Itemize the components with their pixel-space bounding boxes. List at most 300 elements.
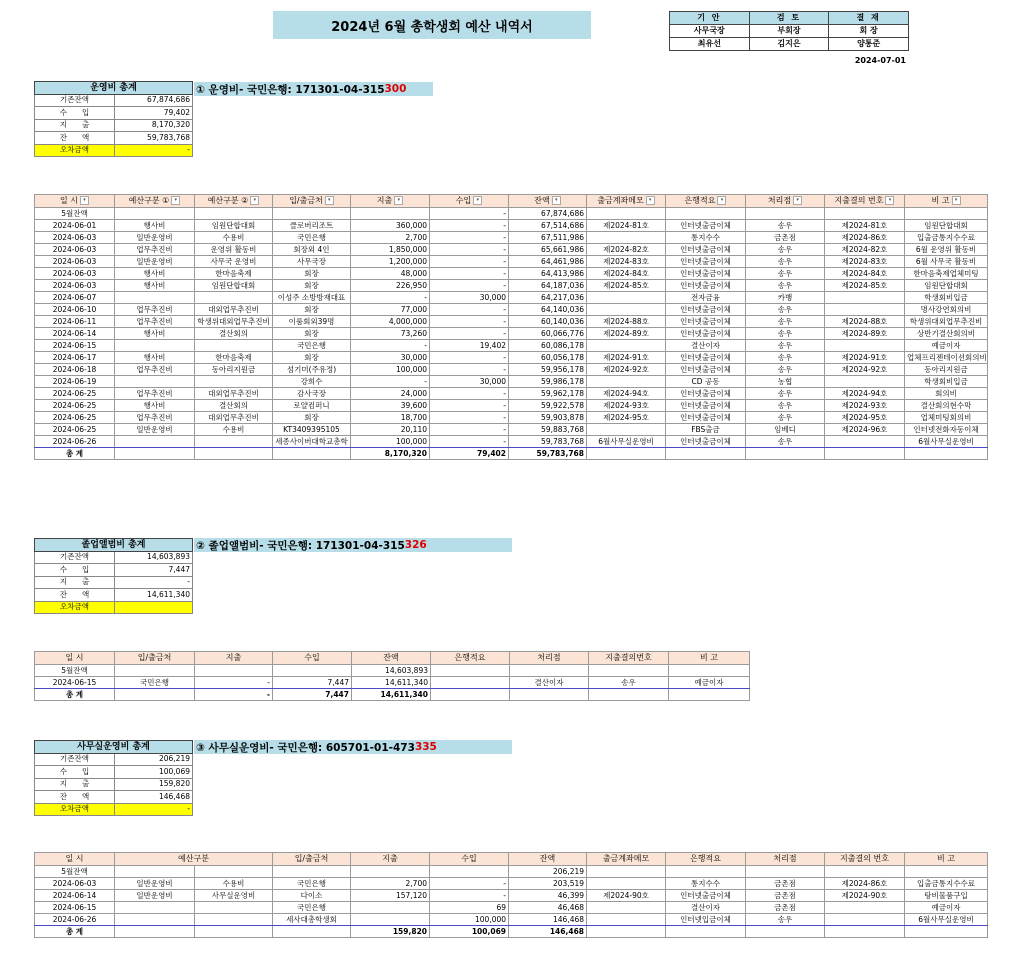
table-cell: 다이소 [273, 890, 351, 902]
filter-dropdown-icon[interactable]: ▾ [250, 196, 259, 205]
table-cell: 2024-06-03 [35, 268, 115, 280]
table-cell: 46,399 [509, 890, 587, 902]
approval-role: 부회장 [749, 25, 829, 38]
table-cell: 5월잔액 [35, 866, 115, 878]
table-cell: 행사비 [115, 328, 195, 340]
table-cell: 인터넷출금이체 [666, 316, 746, 328]
table-cell: - [430, 388, 509, 400]
table-cell: 64,217,036 [509, 292, 587, 304]
summary-label: 지 출 [35, 778, 115, 791]
column-header-label: 잔액 [534, 196, 550, 205]
table-cell: 제2024-94호 [587, 388, 666, 400]
table-cell: 회장 [273, 304, 351, 316]
column-header[interactable] [509, 853, 587, 866]
summary-row [35, 107, 193, 120]
table-cell: 2024-06-03 [35, 280, 115, 292]
column-header[interactable] [115, 195, 195, 208]
table-cell: 59,956,178 [509, 364, 587, 376]
column-header-label: 예산구분 ① [128, 196, 170, 205]
table-cell: 업무추진비 [115, 244, 195, 256]
approval-header-approve: 결 재 [829, 12, 909, 25]
table-cell: 100,000 [351, 364, 430, 376]
filter-dropdown-icon[interactable]: ▾ [952, 196, 961, 205]
table-cell: - [430, 256, 509, 268]
table-cell: 행사비 [115, 400, 195, 412]
table-cell: 73,260 [351, 328, 430, 340]
table-cell: 농협 [746, 376, 825, 388]
table-cell [905, 208, 988, 220]
table-row [35, 677, 750, 689]
column-header-label: 예산구분 ② [207, 196, 249, 205]
summary-row [35, 753, 193, 766]
table-cell: 1,850,000 [351, 244, 430, 256]
table-cell [589, 665, 669, 677]
table-row [35, 244, 988, 256]
column-header[interactable] [666, 853, 746, 866]
column-header-label: 수입 [461, 854, 477, 863]
table-cell: 카뱅 [746, 292, 825, 304]
column-header[interactable] [35, 195, 115, 208]
table-cell: - [351, 292, 430, 304]
account-prefix: ② 졸업앨범비- 국민은행: 171301-04-315 [196, 539, 405, 552]
table-cell [825, 926, 905, 938]
column-header-label: 은행적요 [690, 854, 721, 863]
table-cell: 19,402 [430, 340, 509, 352]
table-cell: 임베디 [746, 424, 825, 436]
table-cell: 2024-06-14 [35, 328, 115, 340]
column-header[interactable] [35, 652, 115, 665]
table-cell: 6월사무실운영비 [905, 436, 988, 448]
table-cell: 64,140,036 [509, 304, 587, 316]
column-header[interactable] [35, 853, 115, 866]
table-cell: 탕비물품구입 [905, 890, 988, 902]
table-cell: - [430, 232, 509, 244]
column-header[interactable] [273, 195, 351, 208]
table-cell: 클로버리조트 [273, 220, 351, 232]
filter-dropdown-icon[interactable]: ▾ [80, 196, 89, 205]
table-cell: 송우 [746, 304, 825, 316]
table-cell: 64,413,986 [509, 268, 587, 280]
summary-row [35, 589, 193, 602]
column-header-label: 비 고 [937, 854, 956, 863]
table-row [35, 376, 988, 388]
table-cell: 예금이자 [905, 902, 988, 914]
column-header[interactable] [587, 195, 666, 208]
summary-row [35, 778, 193, 791]
table-row [35, 256, 988, 268]
table-cell: 64,187,036 [509, 280, 587, 292]
table-row [35, 328, 988, 340]
office-account-label [194, 740, 512, 754]
table-cell: 60,086,178 [509, 340, 587, 352]
table-cell: 결산회의현수막 [905, 400, 988, 412]
table-cell [351, 208, 430, 220]
column-header[interactable] [115, 652, 195, 665]
table-cell: 14,611,340 [352, 677, 431, 689]
column-header-label: 지출결의 번호 [834, 196, 884, 205]
summary-value: 159,820 [115, 778, 193, 791]
table-cell: 67,514,686 [509, 220, 587, 232]
table-cell: 77,000 [351, 304, 430, 316]
table-cell: 로얄컴퍼니 [273, 400, 351, 412]
summary-row [35, 601, 193, 614]
table-cell: 업무추진비 [115, 304, 195, 316]
summary-value: 7,447 [115, 564, 193, 577]
table-cell: 행사비 [115, 280, 195, 292]
summary-label: 오차금액 [35, 601, 115, 614]
summary-label: 수 입 [35, 564, 115, 577]
column-header[interactable] [195, 652, 273, 665]
column-header[interactable] [115, 853, 273, 866]
table-cell: 제2024-84호 [587, 268, 666, 280]
column-header-label: 일 시 [65, 653, 84, 662]
total-row [35, 448, 988, 460]
column-header[interactable] [430, 853, 509, 866]
table-cell: 이성주 소방방재대표 [273, 292, 351, 304]
table-cell: 국민은행 [273, 878, 351, 890]
table-cell: 결산이자 [510, 677, 589, 689]
table-cell [431, 689, 510, 701]
table-cell: - [430, 316, 509, 328]
table-cell [195, 926, 273, 938]
table-cell: 회의비 [905, 388, 988, 400]
table-cell: 한마음축제 [195, 268, 273, 280]
table-cell: - [430, 364, 509, 376]
column-header[interactable] [905, 853, 988, 866]
table-cell: - [430, 878, 509, 890]
table-cell: 7,447 [273, 677, 352, 689]
table-cell: 학생위대외업무추진비 [905, 316, 988, 328]
summary-label: 잔 액 [35, 132, 115, 145]
table-cell: 64,461,986 [509, 256, 587, 268]
table-cell [825, 448, 905, 460]
table-cell: 총 계 [35, 689, 115, 701]
table-cell: 일반운영비 [115, 232, 195, 244]
table-cell [587, 292, 666, 304]
column-header-label: 처리점 [537, 653, 561, 662]
table-cell: 인터넷출금이체 [666, 436, 746, 448]
table-cell: 인터넷출금이체 [666, 280, 746, 292]
table-cell: 송우 [746, 412, 825, 424]
table-cell [273, 208, 351, 220]
table-cell: 대외업무추진비 [195, 412, 273, 424]
column-header-label: 지출결의번호 [605, 653, 652, 662]
table-cell: 제2024-91호 [587, 352, 666, 364]
table-cell: - [430, 424, 509, 436]
table-cell: 인터넷출금이체 [666, 220, 746, 232]
table-cell: 회장 [273, 268, 351, 280]
table-cell: 69 [430, 902, 509, 914]
table-cell: 65,661,986 [509, 244, 587, 256]
table-cell: 강희수 [273, 376, 351, 388]
table-cell: 인터넷출금이체 [666, 890, 746, 902]
column-header[interactable] [589, 652, 669, 665]
column-header[interactable] [510, 652, 589, 665]
column-header[interactable] [273, 652, 352, 665]
column-header[interactable] [666, 195, 746, 208]
table-row [35, 340, 988, 352]
table-cell: 79,402 [430, 448, 509, 460]
table-cell [825, 292, 905, 304]
summary-value: - [115, 144, 193, 157]
column-header[interactable] [746, 853, 825, 866]
column-header[interactable] [351, 195, 430, 208]
table-cell: 제2024-91호 [825, 352, 905, 364]
column-header-label: 수입 [304, 653, 320, 662]
column-header[interactable] [509, 195, 587, 208]
column-header-label: 잔액 [383, 653, 399, 662]
summary-value: - [115, 576, 193, 589]
table-cell [510, 689, 589, 701]
table-cell: 제2024-93호 [825, 400, 905, 412]
summary-label: 지 출 [35, 119, 115, 132]
table-cell [273, 448, 351, 460]
summary-row [35, 132, 193, 145]
table-cell: 2024-06-11 [35, 316, 115, 328]
table-cell: 2024-06-14 [35, 890, 115, 902]
table-cell: 동아리지원금 [195, 364, 273, 376]
summary-label: 잔 액 [35, 589, 115, 602]
table-cell: 제2024-85호 [825, 280, 905, 292]
column-header-label: 지출 [225, 653, 242, 662]
column-header-label: 입/출금처 [294, 854, 329, 863]
column-header[interactable] [746, 195, 825, 208]
table-cell: 총 계 [35, 448, 115, 460]
table-cell: 동아리지원금 [905, 364, 988, 376]
column-header[interactable] [431, 652, 510, 665]
column-header[interactable] [430, 195, 509, 208]
table-cell: 감사국장 [273, 388, 351, 400]
table-cell [115, 689, 195, 701]
table-cell: FBS출금 [666, 424, 746, 436]
filter-dropdown-icon[interactable]: ▾ [717, 196, 726, 205]
column-header[interactable] [669, 652, 750, 665]
column-header-label: 입/출금처 [289, 196, 323, 205]
table-cell: 2024-06-15 [35, 902, 115, 914]
table-cell: - [195, 677, 273, 689]
table-cell: - [430, 328, 509, 340]
column-header[interactable] [273, 853, 351, 866]
table-cell: - [430, 280, 509, 292]
column-header-label: 입/출금처 [137, 653, 172, 662]
table-cell: 제2024-89호 [587, 328, 666, 340]
table-cell [273, 866, 351, 878]
table-cell: 제2024-85호 [587, 280, 666, 292]
table-cell: 60,066,776 [509, 328, 587, 340]
table-cell: 100,000 [430, 914, 509, 926]
table-cell: 송우 [746, 914, 825, 926]
column-header-label: 처리점 [773, 854, 797, 863]
table-row [35, 902, 988, 914]
table-cell [431, 677, 510, 689]
approval-table [669, 11, 909, 51]
table-cell: 6월사무실운영비 [905, 914, 988, 926]
table-cell: 일반운영비 [115, 890, 195, 902]
table-cell [587, 340, 666, 352]
column-header[interactable] [587, 853, 666, 866]
table-cell [351, 866, 430, 878]
table-cell: 2024-06-15 [35, 677, 115, 689]
table-cell: 일반운영비 [115, 424, 195, 436]
column-header[interactable] [825, 195, 905, 208]
table-cell: 제2024-83호 [587, 256, 666, 268]
table-cell: 세사대총학생회 [273, 914, 351, 926]
summary-row [35, 766, 193, 779]
filter-dropdown-icon[interactable]: ▾ [473, 196, 482, 205]
table-cell: 입출금통지수수료 [905, 878, 988, 890]
table-cell [587, 926, 666, 938]
table-cell: 사무실운영비 [195, 890, 273, 902]
office-ledger-table [34, 852, 988, 938]
table-cell: 임원단합대회 [905, 220, 988, 232]
column-header[interactable] [195, 195, 273, 208]
summary-label: 기존잔액 [35, 753, 115, 766]
column-header-label: 수입 [455, 196, 472, 205]
table-cell: 2024-06-26 [35, 436, 115, 448]
table-cell [115, 665, 195, 677]
table-cell [825, 376, 905, 388]
summary-title: 사무실운영비 총계 [35, 741, 193, 754]
table-cell: 2024-06-19 [35, 376, 115, 388]
table-cell: 행사비 [115, 352, 195, 364]
table-cell: 명사강연회의비 [905, 304, 988, 316]
table-cell: 결산이자 [666, 340, 746, 352]
table-cell: 1,200,000 [351, 256, 430, 268]
table-cell [195, 914, 273, 926]
table-cell: 4,000,000 [351, 316, 430, 328]
approval-header-row [670, 12, 909, 25]
summary-row [35, 791, 193, 804]
table-cell: 세종사이버대학교총학 [273, 436, 351, 448]
summary-label: 기존잔액 [35, 551, 115, 564]
table-cell [351, 902, 430, 914]
table-cell: 제2024-82호 [825, 244, 905, 256]
table-cell: 8,170,320 [351, 448, 430, 460]
table-cell: 제2024-81호 [825, 220, 905, 232]
table-cell: 30,000 [430, 292, 509, 304]
account-prefix: ③ 사무실운영비- 국민은행: 605701-01-473 [196, 741, 415, 754]
table-cell [587, 902, 666, 914]
table-row [35, 424, 988, 436]
table-cell: 제2024-90호 [825, 890, 905, 902]
filter-dropdown-icon[interactable]: ▾ [394, 196, 403, 205]
filter-dropdown-icon[interactable]: ▾ [552, 196, 561, 205]
table-cell: 학생회비입금 [905, 292, 988, 304]
table-cell [587, 878, 666, 890]
table-cell: 6월사무실운영비 [587, 436, 666, 448]
column-header-label: 출금계좌메모 [597, 196, 644, 205]
table-cell: 59,883,768 [509, 424, 587, 436]
table-cell: 업무추진비 [115, 412, 195, 424]
table-cell: 금촌점 [746, 902, 825, 914]
filter-dropdown-icon[interactable]: ▾ [793, 196, 802, 205]
table-cell: 통지수수 [666, 232, 746, 244]
column-header[interactable] [351, 853, 430, 866]
table-cell: - [430, 244, 509, 256]
table-cell: 59,962,178 [509, 388, 587, 400]
table-cell: 회장 [273, 412, 351, 424]
column-header-label: 일 시 [60, 196, 78, 205]
table-cell [195, 448, 273, 460]
table-cell: - [430, 400, 509, 412]
column-header[interactable] [905, 195, 988, 208]
table-cell: - [351, 340, 430, 352]
table-cell [115, 914, 195, 926]
summary-row [35, 551, 193, 564]
table-cell: 360,000 [351, 220, 430, 232]
filter-dropdown-icon[interactable]: ▾ [646, 196, 655, 205]
table-cell: 제2024-88호 [825, 316, 905, 328]
table-cell: 국민은행 [273, 232, 351, 244]
table-cell: 인터넷출금이체 [666, 328, 746, 340]
table-cell: 제2024-95호 [587, 412, 666, 424]
table-cell: 인터넷출금이체 [666, 304, 746, 316]
table-cell [746, 926, 825, 938]
table-cell: 59,922,578 [509, 400, 587, 412]
table-cell: 2024-06-03 [35, 878, 115, 890]
summary-value: 59,783,768 [115, 132, 193, 145]
table-cell: 2024-06-07 [35, 292, 115, 304]
column-header[interactable] [352, 652, 431, 665]
table-cell: 행사비 [115, 220, 195, 232]
table-cell [825, 340, 905, 352]
table-cell [589, 689, 669, 701]
approval-role: 회 장 [829, 25, 909, 38]
column-header-label: 잔액 [539, 854, 556, 863]
table-cell: 인터넷출금이체 [666, 244, 746, 256]
table-cell: 사무국 운영비 [195, 256, 273, 268]
filter-dropdown-icon[interactable]: ▾ [885, 196, 894, 205]
table-cell: 임원단합대회 [905, 280, 988, 292]
table-cell: 14,603,893 [352, 665, 431, 677]
column-header-label: 지출결의 번호 [840, 854, 889, 863]
column-header-label: 지출 [382, 854, 398, 863]
table-cell: 업체프리젠테이션회의비 [905, 352, 988, 364]
summary-value: 67,874,686 [115, 94, 193, 107]
table-cell: - [351, 376, 430, 388]
column-header-label: 처리점 [767, 196, 792, 205]
table-cell: 18,700 [351, 412, 430, 424]
table-cell [587, 424, 666, 436]
table-cell [430, 866, 509, 878]
account-suffix: 326 [404, 539, 427, 551]
filter-dropdown-icon[interactable]: ▾ [171, 196, 180, 205]
table-cell [587, 914, 666, 926]
summary-row [35, 94, 193, 107]
table-cell: 인터넷출금이체 [666, 364, 746, 376]
column-header[interactable] [825, 853, 905, 866]
summary-row [35, 803, 193, 816]
table-row [35, 220, 988, 232]
table-cell: 146,468 [509, 914, 587, 926]
table-cell: 2024-06-17 [35, 352, 115, 364]
table-cell: 제2024-90호 [587, 890, 666, 902]
table-cell: 예금이자 [905, 340, 988, 352]
summary-title: 운영비 총계 [35, 82, 193, 95]
ledger-header-row [35, 195, 988, 208]
filter-dropdown-icon[interactable]: ▾ [325, 196, 334, 205]
table-cell [195, 292, 273, 304]
table-cell: 5월잔액 [35, 665, 115, 677]
summary-row [35, 144, 193, 157]
table-cell [666, 926, 746, 938]
table-row [35, 352, 988, 364]
table-cell: 5월잔액 [35, 208, 115, 220]
table-cell [115, 866, 195, 878]
table-cell [669, 665, 750, 677]
column-header-label: 비 고 [700, 653, 718, 662]
table-row [35, 866, 988, 878]
